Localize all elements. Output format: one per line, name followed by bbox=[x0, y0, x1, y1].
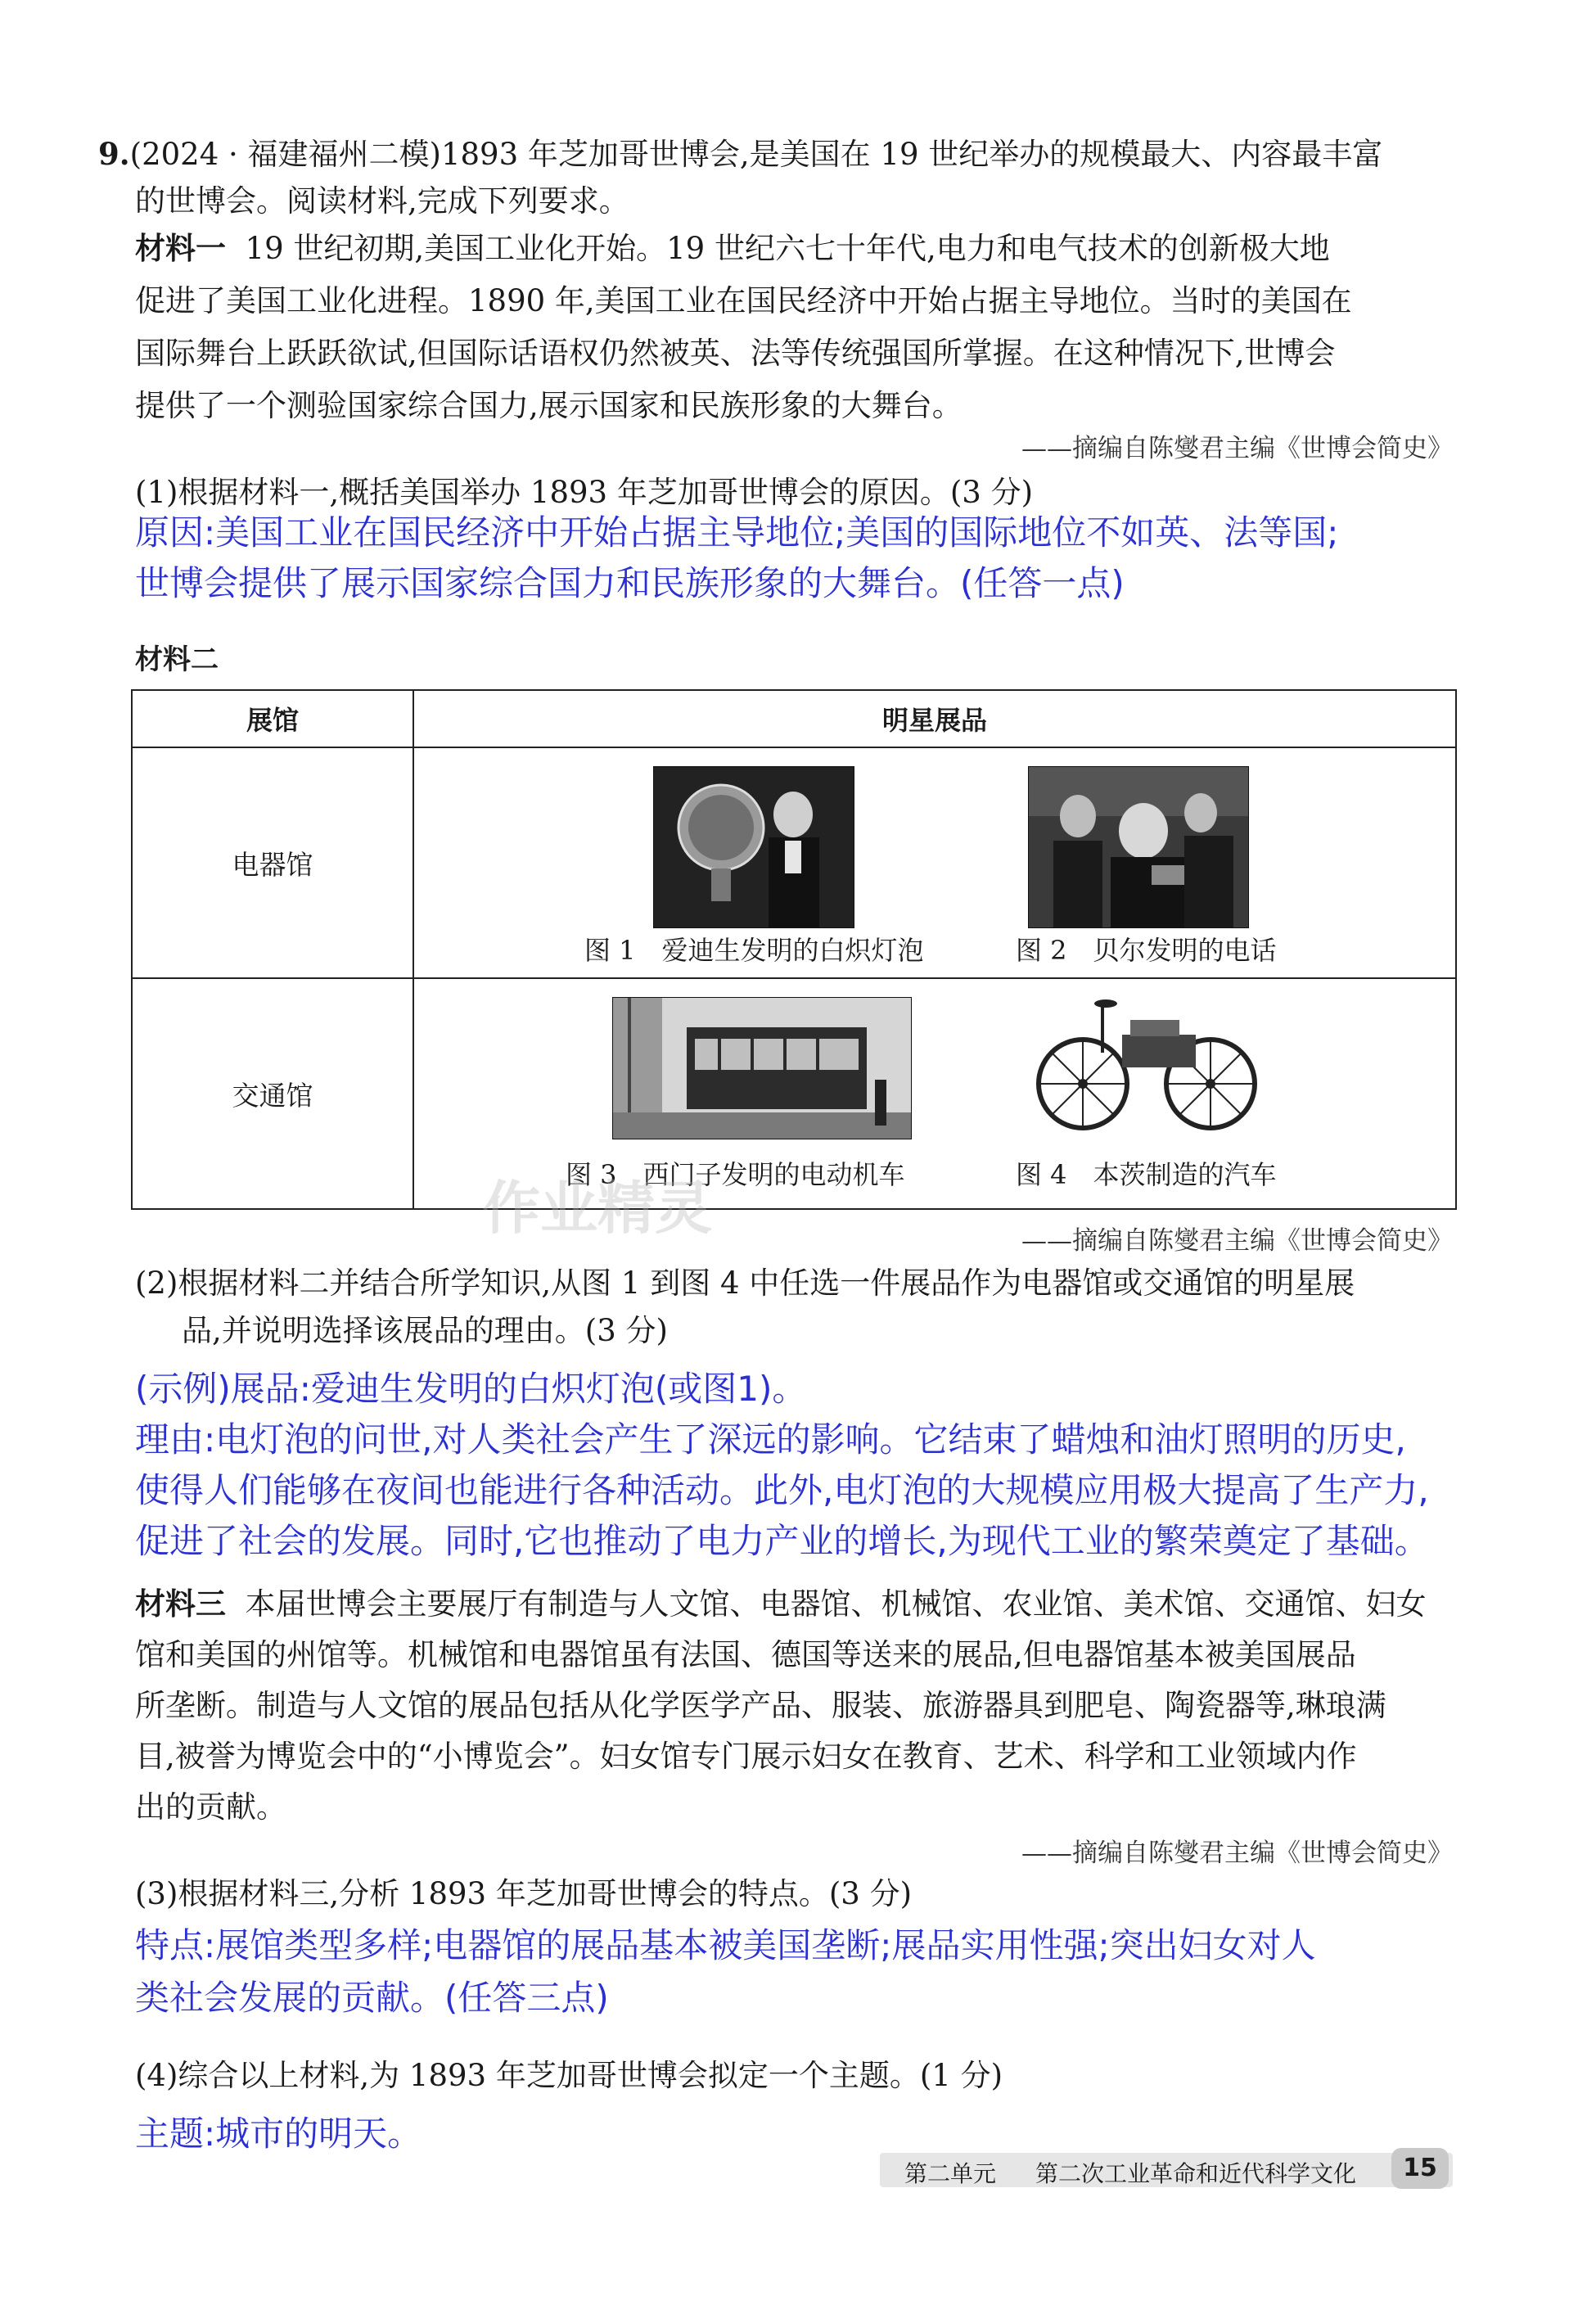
material1-text-3: 国际舞台上跃跃欲试,但国际话语权仍然被英、法等传统强国所掌握。在这种情况下,世博会 bbox=[135, 336, 1336, 371]
table-row bbox=[132, 978, 1456, 1209]
hall-transport: 交通馆 bbox=[132, 978, 413, 1209]
material3-source: ——摘编自陈燮君主编《世博会简史》 bbox=[1021, 1839, 1453, 1868]
footer-unit: 第二单元 bbox=[904, 2160, 997, 2187]
sub2-question-1: (2)根据材料二并结合所学知识,从图 1 到图 4 中任选一件展品作为电器馆或交通馆的明星展 bbox=[135, 1266, 1355, 1301]
material3-text-5: 出的贡献。 bbox=[135, 1789, 286, 1825]
footer-title: 第二次工业革命和近代科学文化 bbox=[1035, 2160, 1357, 2187]
table-row bbox=[132, 747, 1456, 978]
material3-text-4: 目,被誉为博览会中的“小博览会”。妇女馆专门展示妇女在教育、艺术、科学和工业领域内作 bbox=[135, 1739, 1357, 1774]
question-9-intro: (2024 · 福建福州二模)1893 年芝加哥世博会,是美国在 19 世纪举办的规模最大、内容最丰富 bbox=[129, 137, 1383, 172]
material1-text-2: 促进了美国工业化进程。1890 年,美国工业在国民经济中开始占据主导地位。当时的美国在 bbox=[135, 283, 1352, 318]
exhibit-table-header bbox=[132, 690, 1456, 747]
material2-label: 材料二 bbox=[135, 643, 219, 676]
sub4-answer: 主题:城市的明天。 bbox=[135, 2114, 422, 2154]
sub4-question: (4)综合以上材料,为 1893 年芝加哥世博会拟定一个主题。(1 分) bbox=[135, 2058, 1003, 2093]
col-exhibits-header: 明星展品 bbox=[413, 690, 1456, 747]
question-number: 9. bbox=[98, 136, 130, 172]
material3-text-1: 本届世博会主要展厅有制造与人文馆、电器馆、机械馆、农业馆、美术馆、交通馆、妇女 bbox=[245, 1586, 1427, 1622]
material1-text-4: 提供了一个测验国家综合国力,展示国家和民族形象的大舞台。 bbox=[135, 388, 963, 423]
sub1-answer-1: 原因:美国工业在国民经济中开始占据主导地位;美国的国际地位不如英、法等国; bbox=[135, 512, 1339, 553]
lightbulb-photo-icon bbox=[653, 766, 854, 928]
fig4-caption: 图 4 本茨制造的汽车 bbox=[1016, 1159, 1277, 1190]
sub1-answer-2: 世博会提供了展示国家综合国力和民族形象的大舞台。(任答一点) bbox=[135, 563, 1125, 603]
question-9-line-2: 的世博会。阅读材料,完成下列要求。 bbox=[135, 183, 629, 219]
footer-bar bbox=[880, 2153, 1453, 2187]
tram-photo-icon bbox=[612, 997, 912, 1139]
sub3-question: (3)根据材料三,分析 1893 年芝加哥世博会的特点。(3 分) bbox=[135, 1876, 913, 1911]
sub2-answer-3: 使得人们能够在夜间也能进行各种活动。此外,电灯泡的大规模应用极大提高了生产力, bbox=[135, 1470, 1429, 1510]
page-number: 15 bbox=[1391, 2148, 1449, 2189]
sub2-answer-1: (示例)展品:爱迪生发明的白炽灯泡(或图1)。 bbox=[135, 1369, 807, 1409]
telephone-photo-icon bbox=[1028, 766, 1249, 928]
material1-label: 材料一 bbox=[135, 231, 226, 266]
sub3-answer-2: 类社会发展的贡献。(任答三点) bbox=[135, 1978, 609, 2018]
material3-line-1 bbox=[135, 1581, 1427, 1627]
fig2-caption: 图 2 贝尔发明的电话 bbox=[1016, 935, 1277, 966]
material3-text-3: 所垄断。制造与人文馆的展品包括从化学医学产品、服装、旅游器具到肥皂、陶瓷器等,琳琅满 bbox=[135, 1688, 1386, 1723]
material1-text-1: 19 世纪初期,美国工业化开始。19 世纪六七十年代,电力和电气技术的创新极大地 bbox=[245, 231, 1330, 266]
material3-label: 材料三 bbox=[135, 1586, 226, 1622]
sub3-answer-1: 特点:展馆类型多样;电器馆的展品基本被美国垄断;展品实用性强;突出妇女对人 bbox=[135, 1925, 1316, 1965]
col-hall-header: 展馆 bbox=[132, 690, 413, 747]
sub2-question-2: 品,并说明选择该展品的理由。(3 分) bbox=[182, 1313, 668, 1348]
benz-car-drawing-icon bbox=[1032, 995, 1260, 1136]
fig3-caption: 图 3 西门子发明的电动机车 bbox=[566, 1159, 905, 1190]
question-9-line-1 bbox=[98, 131, 1382, 178]
material2-source: ——摘编自陈燮君主编《世博会简史》 bbox=[1021, 1226, 1453, 1256]
hall-electrical: 电器馆 bbox=[132, 747, 413, 978]
exhibit-table bbox=[131, 689, 1457, 1210]
material3-text-2: 馆和美国的州馆等。机械馆和电器馆虽有法国、德国等送来的展品,但电器馆基本被美国展品 bbox=[135, 1637, 1356, 1672]
material1-source: ——摘编自陈燮君主编《世博会简史》 bbox=[1021, 434, 1453, 463]
watermark: 作业精灵 bbox=[483, 1175, 712, 1242]
fig1-caption: 图 1 爱迪生发明的白炽灯泡 bbox=[584, 935, 924, 966]
exhibits-electrical bbox=[413, 747, 1456, 978]
sub1-question: (1)根据材料一,概括美国举办 1893 年芝加哥世博会的原因。(3 分) bbox=[135, 475, 1034, 510]
sub2-answer-4: 促进了社会的发展。同时,它也推动了电力产业的增长,为现代工业的繁荣奠定了基础。 bbox=[135, 1521, 1429, 1561]
material1-line-1 bbox=[135, 226, 1330, 272]
sub2-answer-2: 理由:电灯泡的问世,对人类社会产生了深远的影响。它结束了蜡烛和油灯照明的历史, bbox=[135, 1419, 1406, 1460]
